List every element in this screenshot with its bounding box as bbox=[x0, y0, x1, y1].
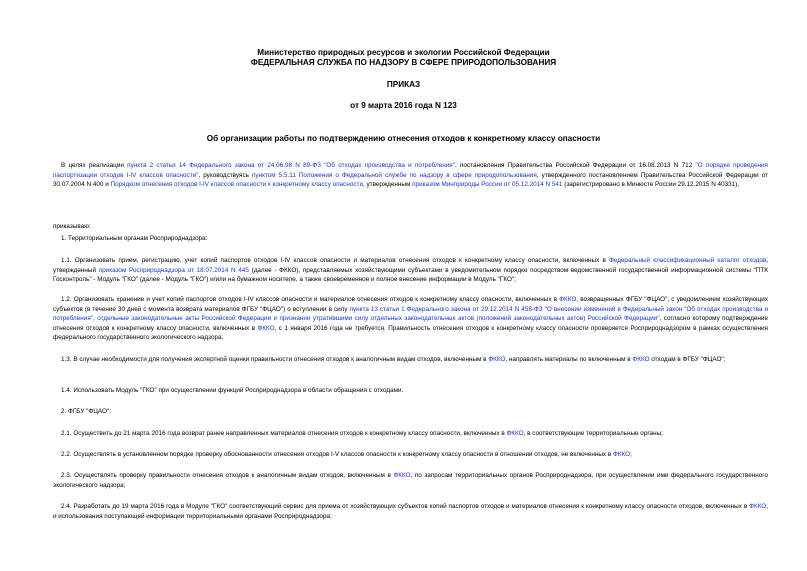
text-run: 1.2. Организовать хранение и учет копий паспортов отходов I-IV классов опасности и материалов отнесения отходов к конкретному классу опасности, включенных в bbox=[61, 296, 560, 303]
fkko-link[interactable]: ФККО bbox=[632, 356, 650, 363]
fkko-link[interactable]: ФККО bbox=[257, 324, 275, 332]
fkko-link[interactable]: ФККО bbox=[393, 472, 411, 479]
document-title: Об организации работы по подтверждению отнесения отходов к конкретному классу опасности bbox=[206, 134, 601, 143]
procedure-link[interactable]: Порядком отнесения отходов I-IV классов опасности к конкретному классу опасности bbox=[110, 181, 363, 189]
item-2: 2. ФГБУ "ФЦАО": bbox=[61, 408, 111, 415]
ministry-name: Министерство природных ресурсов и экологии Российской Федерации bbox=[257, 48, 550, 57]
item-2-4 bbox=[53, 502, 768, 521]
preamble-paragraph bbox=[53, 161, 768, 190]
item-1: 1. Территориальным органам Росприроднадзора: bbox=[61, 235, 208, 242]
text-run: , направлять материалы по включенным в bbox=[505, 356, 633, 363]
text-run: , согласно которому подтверждение отнесения отходов к конкретному классу опасности, включенных в bbox=[53, 315, 768, 332]
text-run: , и использования поступающей информации территориальными органами Росприроднадзора; bbox=[53, 503, 768, 520]
text-run: , возвращенных ФГБУ "ФЦАО", с уведомлением хозяйствующих субъектов (в течение 30 дней с момента возврата материалов ФГБУ "ФЦАО") о вступлении в силу bbox=[53, 296, 768, 313]
item-1-3 bbox=[53, 355, 768, 365]
item-2-2 bbox=[53, 450, 768, 460]
document-date-number: от 9 марта 2016 года N 123 bbox=[350, 101, 457, 110]
item-1-4: 1.4. Использовать Модуль "ГКО" при осуществлении функций Росприроднадзора в области обращения с отходами. bbox=[61, 387, 404, 394]
text-run: 1.3. В случае необходимости для получения экспертной оценки правильности отнесения отходов к аналогичным видам отходов, включенным в bbox=[61, 356, 489, 363]
order-link[interactable]: приказом Минприроды России от 05.12.2014 N 541 bbox=[412, 181, 563, 189]
text-run: 2.2. Осуществлять в установленном порядке проверку обоснованности отнесения отходов I-V классов опасности к конкретному классу опасности в отношении отходов, не включенных в bbox=[61, 451, 614, 458]
orders-word: приказываю: bbox=[53, 223, 91, 230]
service-name: ФЕДЕРАЛЬНАЯ СЛУЖБА ПО НАДЗОРУ В СФЕРЕ ПРИРОДОПОЛЬЗОВАНИЯ bbox=[250, 58, 557, 67]
fkko-catalog-link[interactable]: Федеральный классификационный каталог отходов bbox=[608, 257, 767, 264]
text-run: В целях реализации bbox=[61, 162, 128, 169]
text-run: отходам в ФГБУ "ФЦАО"; bbox=[649, 356, 726, 363]
law-link[interactable]: пункта 2 статьи 14 Федерального закона от 24.06.98 N 89-ФЗ "Об отходах производства и потребления" bbox=[127, 162, 455, 169]
document-type: ПРИКАЗ bbox=[386, 80, 421, 89]
text-run: (зарегистрировано в Минюсте России 29.12.2015 N 40331), bbox=[562, 181, 740, 189]
item-1-2 bbox=[53, 295, 768, 343]
text-run: , постановления Правительства Российской Федерации от 16.08.2013 N 712 bbox=[454, 162, 696, 169]
fkko-link[interactable]: ФККО bbox=[506, 430, 524, 437]
text-run: 1.1. Организовать прием, регистрацию, учет копий паспортов отходов I-IV классов опасности и материалов отнесения отходов к конкретному классу опасности, включенных в bbox=[61, 257, 609, 264]
item-2-3 bbox=[53, 471, 768, 490]
item-2-1 bbox=[53, 429, 768, 439]
regulation-link[interactable]: пунктом 5.5.11 Положения о Федеральной службе по надзору в сфере природопользования bbox=[251, 171, 537, 179]
text-run: , утвержденный bbox=[53, 257, 769, 274]
text-run: , руководствуясь bbox=[198, 171, 252, 179]
text-run: 2.3. Осуществлять проверку правильности отнесения отходов к аналогичным видам отходов, включенным в bbox=[61, 472, 394, 479]
text-run: ; bbox=[630, 451, 632, 458]
fkko-link[interactable]: ФККО bbox=[488, 356, 506, 363]
text-run: , с 1 января 2016 года не требуется. Правильность отнесения отходов к конкретному классу опасности проверяется Росприроднадзором в рамках осуществления федерального государственного экологического надзора; bbox=[53, 324, 768, 342]
text-run: , в соответствующие территориальные органы; bbox=[523, 430, 663, 437]
fkko-link[interactable]: ФККО bbox=[749, 503, 767, 510]
resolution-link[interactable]: "О порядке проведения паспортизации отходов I-IV классов опасности" bbox=[53, 162, 768, 179]
fkko-link[interactable]: ФККО bbox=[559, 296, 577, 303]
law-458-link[interactable]: пункта 13 статьи 1 Федерального закона от 29.12.2014 N 458-ФЗ "О внесении изменений в Федеральный закон "Об отходах производства и потребления", отдельные законодательные акты Российской Федерации и признании утратившими силу отдельных законодательных актов (положений законодательных актов) Российской Федерации" bbox=[53, 305, 768, 323]
order-445-link[interactable]: приказом Росприроднадзора от 18.07.2014 N 445 bbox=[98, 266, 249, 274]
text-run: , утвержденного постановлением Правительства Российской Федерации от 30.07.2004 N 400 и bbox=[53, 171, 768, 189]
item-1-1 bbox=[53, 256, 768, 285]
text-run: 2.1. Осуществить до 21 марта 2016 года возврат ранее направленных материалов отнесения отходов к конкретному классу опасности, включенных в bbox=[61, 430, 507, 437]
text-run: , по запросам территориальных органов Росприроднадзора, при осуществлении ими федерального государственного экологического надзора; bbox=[53, 472, 768, 489]
text-run: (далее - ФККО), представляемых хозяйствующими субъектами в уведомительном порядке посредством ведомственной государственной информационной системы "ПТК Госконтроль" - Модуль "ГКО" (далее - Модуль "ГКО") и/или на бумажном носителе, а также своевременное и полное внесение информации в Модуль "ГКО"; bbox=[53, 266, 769, 284]
text-run: 2.4. Разработать до 19 марта 2016 года в Модуле "ГКО" соответствующий сервис для приема от хозяйствующих субъектов копий паспортов отходов и материалов отнесения к конкретному классу опасности отходов, включенных в bbox=[61, 503, 750, 510]
text-run: , утвержденным bbox=[362, 181, 413, 189]
fkko-link[interactable]: ФККО bbox=[613, 451, 631, 458]
